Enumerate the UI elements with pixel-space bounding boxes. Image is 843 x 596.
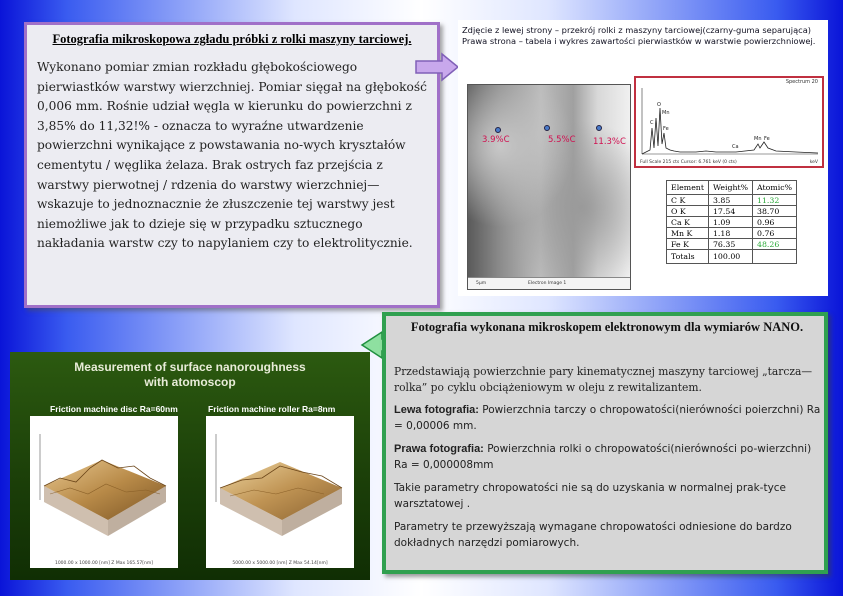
disc-footer: 1000.00 x 1000.00 [nm] Z Max 165.57[nm] — [54, 561, 154, 566]
roller-surface-plot — [206, 416, 354, 556]
peak-label-fe: Fe — [663, 126, 669, 132]
sem-image-label: Electron Image 1 — [528, 281, 567, 286]
roller-label: Friction machine roller Ra=8nm — [208, 404, 336, 414]
sem-footer — [468, 277, 630, 289]
cell-atomic: 0.76 — [753, 228, 797, 239]
table-header-row — [667, 181, 797, 195]
element-composition-table — [666, 180, 797, 264]
paragraph-5: Parametry te przewyższają wymagane chropowatości odniesione do bardzo dokładnych narzędzi pomiarowych. — [394, 521, 792, 549]
nano-section-body — [394, 364, 822, 559]
top-right-figure — [458, 20, 828, 296]
cell-total-label: Totals — [667, 250, 709, 264]
paragraph-3-label: Prawa fotografia: — [394, 443, 484, 455]
cell-weight: 17.54 — [708, 206, 752, 217]
cell-atomic: 11.32 — [753, 195, 797, 206]
cell-weight: 1.09 — [708, 217, 752, 228]
cell-weight: 1.18 — [708, 228, 752, 239]
cell-total-empty — [753, 250, 797, 264]
sem-label-3: 11.3%C — [593, 137, 626, 147]
paragraph-2 — [394, 403, 822, 434]
table-total-row — [667, 250, 797, 264]
sem-cross-section-image — [467, 84, 631, 290]
cell-element: C K — [667, 195, 709, 206]
microscope-section-body: Wykonano pomiar zmian rozkładu głębokościowego pierwiastków warstwy wierzchniej. Pomiar sięgał na głębokość 0,006 mm. Rośnie udział węgla w kierunku do powierzchni z 3,85% do 11,32!% - oznacza to wyraźne utwardzenie powierzchni wynikające z powstawania no-wych kryształów cementytu / węglika żelaza. Brak ostrych faz przejścia z warstwy pierwotnej / rdzenia do warstwy wierzchniej—wskazuje to jednoznacznie że złuszczenie tej warstwy jest niemożliwe jak to dzieje się w przypadku sztucznego nakładania warstw czy to napylaniem czy to elektrolitycznie. — [37, 60, 427, 251]
figure-caption — [462, 25, 824, 47]
cell-element: Mn K — [667, 228, 709, 239]
header-element: Element — [667, 181, 709, 195]
measure-point-1 — [495, 127, 501, 133]
peak-label-ca: Ca — [732, 144, 739, 150]
paragraph-3 — [394, 442, 822, 473]
cell-element: Ca K — [667, 217, 709, 228]
paragraph-2-label: Lewa fotografia: — [394, 404, 479, 416]
disc-surface-plot — [30, 416, 178, 556]
eds-spectrum — [634, 76, 824, 168]
top-left-panel — [24, 22, 440, 308]
cell-element: Fe K — [667, 239, 709, 250]
roller-footer: 5000.00 x 5000.00 [nm] Z Max 54.14[nm] — [232, 561, 328, 566]
spectrum-footer: Full Scale 215 cts Cursor: 6.761 keV (0 cts) — [640, 160, 737, 165]
caption-line-2: Prawa strona – tabela i wykres zawartości pierwiastków w warstwie powierzchniowej. — [462, 36, 816, 46]
afm-title-line-2: with atomoscop — [144, 375, 236, 389]
table-row — [667, 206, 797, 217]
paragraph-3-text: Powierzchnia rolki o chropowatości(nierówności po-wierzchni) Ra = 0,000008mm — [394, 443, 812, 471]
measure-point-2 — [544, 125, 550, 131]
measure-point-3 — [596, 125, 602, 131]
cell-total-value: 100.00 — [708, 250, 752, 264]
table-row — [667, 239, 797, 250]
paragraph-4: Takie parametry chropowatości nie są do uzyskania w normalnej prak-tyce warsztatowej . — [394, 482, 787, 510]
spectrum-plot — [636, 78, 822, 166]
header-weight: Weight% — [708, 181, 752, 195]
peak-label-fe2: Fe — [764, 136, 770, 142]
sem-scale: 5µm — [476, 281, 487, 286]
afm-disc-image — [30, 416, 178, 568]
microscope-section-title: Fotografia mikroskopowa zgładu próbki z rolki maszyny tarciowej. — [52, 32, 412, 46]
spectrum-unit: keV — [809, 160, 818, 165]
header-atomic: Atomic% — [753, 181, 797, 195]
peak-label-mn: Mn — [662, 110, 670, 116]
spectrum-title: Spectrum 20 — [785, 79, 818, 85]
cell-atomic: 48.26 — [753, 239, 797, 250]
sem-label-1: 3.9%C — [482, 135, 510, 145]
peak-label-mn2: Mn — [754, 136, 762, 142]
cell-weight: 3.85 — [708, 195, 752, 206]
cell-weight: 76.35 — [708, 239, 752, 250]
table-row — [667, 195, 797, 206]
afm-roller-image — [206, 416, 354, 568]
afm-title-line-1: Measurement of surface nanoroughness — [74, 360, 306, 374]
cell-element: O K — [667, 206, 709, 217]
caption-line-1: Zdjęcie z lewej strony – przekrój rolki z maszyny tarciowej(czarny-guma separująca) — [462, 25, 812, 35]
disc-label: Friction machine disc Ra=60nm — [50, 404, 178, 414]
bottom-right-panel — [382, 312, 828, 574]
arrow-right-icon — [414, 52, 460, 82]
peak-label-o: O — [657, 102, 661, 108]
peak-label-c: C — [650, 120, 654, 126]
paragraph-2-text: Powierzchnia tarczy o chropowatości(nierówności poierzchni) Ra = 0,00006 mm. — [394, 404, 821, 432]
cell-atomic: 0.96 — [753, 217, 797, 228]
afm-figure — [10, 352, 370, 580]
paragraph-1: Przedstawiają powierzchnie pary kinematycznej maszyny tarciowej „tarcza—rolka” po cyklu obciążeniowym w oleju z rewitalizantem. — [394, 365, 813, 394]
nano-section-title: Fotografia wykonana mikroskopem elektronowym dla wymiarów NANO. — [410, 320, 804, 334]
sem-label-2: 5.5%C — [548, 135, 576, 145]
afm-title — [10, 360, 370, 390]
table-row — [667, 217, 797, 228]
cell-atomic: 38.70 — [753, 206, 797, 217]
table-row — [667, 228, 797, 239]
